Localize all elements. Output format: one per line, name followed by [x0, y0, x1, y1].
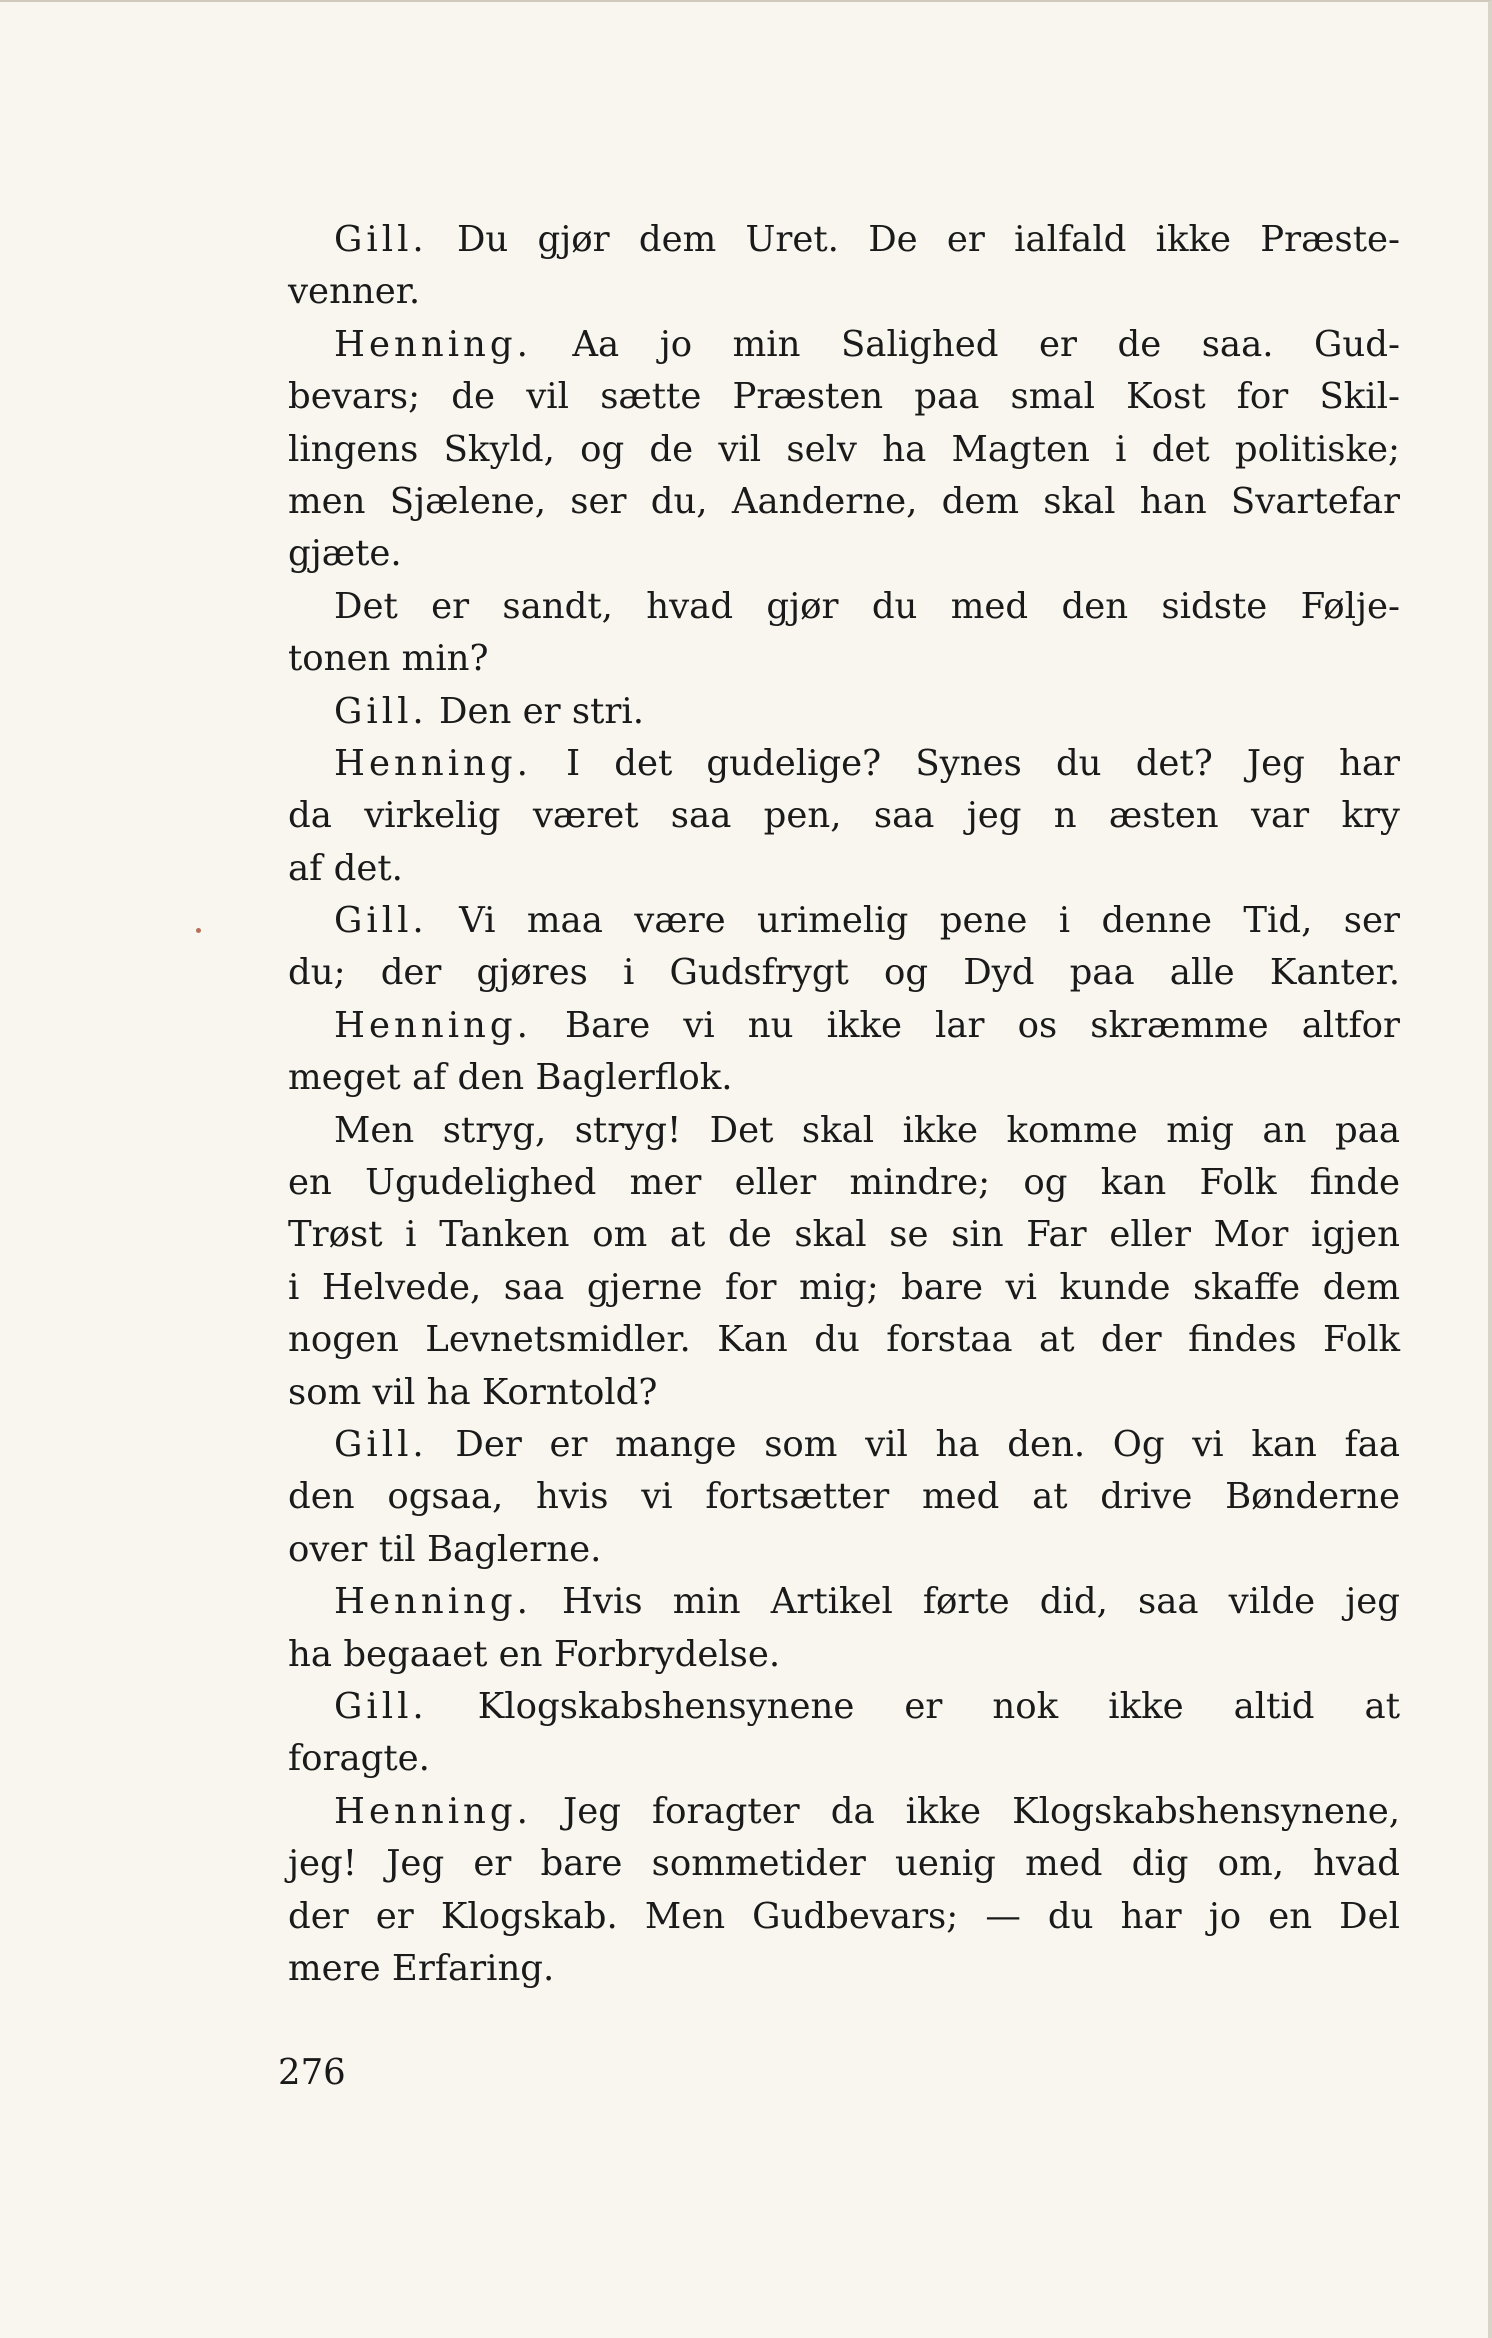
speaker-name: Gill. [334, 1423, 428, 1465]
line-text: der er Klogskab. Men Gudbevars; — du har jo en Del [288, 1895, 1400, 1937]
text-line [288, 214, 1400, 266]
text-line [288, 1838, 1400, 1890]
margin-mark [196, 928, 201, 933]
line-text: Den er stri. [427, 690, 644, 732]
text-line [288, 790, 1400, 842]
text-line [288, 424, 1400, 476]
line-text: jeg! Jeg er bare sommetider uenig med dig om, hvad [288, 1843, 1400, 1885]
text-line [288, 1157, 1400, 1209]
line-text: Jeg foragter da ikke Klogskabshensynene, [531, 1790, 1400, 1832]
line-text: i Helvede, saa gjerne for mig; bare vi kunde skaffe dem [288, 1266, 1400, 1308]
text-line [288, 1105, 1400, 1157]
line-text: Klogskabshensynene er nok ikke altid at [427, 1685, 1400, 1727]
line-text: Det er sandt, hvad gjør du med den sidste Følje- [334, 585, 1400, 627]
speaker-name: Gill. [334, 690, 428, 732]
line-text: men Sjælene, ser du, Aanderne, dem skal han Svartefar [288, 480, 1400, 522]
line-text: foragte. [288, 1738, 430, 1780]
text-line [288, 738, 1400, 790]
text-line [288, 1891, 1400, 1943]
line-text: gjæte. [288, 533, 402, 575]
line-text: en Ugudelighed mer eller mindre; og kan Folk finde [288, 1162, 1400, 1204]
text-line [288, 1943, 1400, 1995]
line-text: Hvis min Artikel førte did, saa vilde jeg [531, 1581, 1400, 1623]
line-text: den ogsaa, hvis vi fortsætter med at drive Bønderne [288, 1476, 1400, 1518]
line-text: du; der gjøres i Gudsfrygt og Dyd paa alle Kanter. [288, 952, 1400, 994]
line-text: Bare vi nu ikke lar os skræmme altfor [531, 1004, 1400, 1046]
speaker-name: Henning. [334, 1790, 532, 1832]
line-text: Trøst i Tanken om at de skal se sin Far eller Mor igjen [288, 1214, 1400, 1256]
page-text [288, 214, 1400, 1995]
line-text: Du gjør dem Uret. De er ialfald ikke Præste- [427, 219, 1400, 260]
text-line [288, 1367, 1400, 1419]
speaker-name: Gill. [334, 219, 428, 260]
line-text: nogen Levnetsmidler. Kan du forstaa at der findes Folk [288, 1319, 1400, 1361]
text-line [288, 1209, 1400, 1261]
text-line [288, 319, 1400, 371]
speaker-name: Gill. [334, 1685, 428, 1727]
text-line [288, 1419, 1400, 1471]
line-text: da virkelig været saa pen, saa jeg n æsten var kry [288, 795, 1400, 837]
text-line [288, 1052, 1400, 1104]
text-line [288, 1576, 1400, 1628]
line-text: venner. [288, 271, 421, 313]
speaker-name: Henning. [334, 1581, 532, 1623]
speaker-name: Gill. [334, 900, 428, 942]
line-text: Aa jo min Salighed er de saa. Gud- [531, 323, 1400, 365]
text-line [288, 1262, 1400, 1314]
line-text: Men stryg, stryg! Det skal ikke komme mig an paa [334, 1109, 1400, 1151]
speaker-name: Henning. [334, 742, 532, 784]
text-line [288, 1629, 1400, 1681]
line-text: tonen min? [288, 638, 489, 680]
text-line [288, 1733, 1400, 1785]
page-number: 276 [278, 2052, 346, 2093]
text-line [288, 1786, 1400, 1838]
line-text: bevars; de vil sætte Præsten paa smal Kost for Skil- [288, 376, 1400, 418]
text-line [288, 1471, 1400, 1523]
line-text: mere Erfaring. [288, 1947, 555, 1989]
text-line [288, 1000, 1400, 1052]
text-line [288, 1314, 1400, 1366]
text-line [288, 371, 1400, 423]
line-text: som vil ha Korntold? [288, 1371, 658, 1413]
text-line [288, 895, 1400, 947]
text-line [288, 633, 1400, 685]
line-text: lingens Skyld, og de vil selv ha Magten i det politiske; [288, 428, 1400, 470]
speaker-name: Henning. [334, 323, 532, 365]
line-text: Vi maa være urimelig pene i denne Tid, ser [427, 900, 1400, 942]
line-text: ha begaaet en Forbrydelse. [288, 1633, 781, 1675]
text-line [288, 581, 1400, 633]
line-text: I det gudelige? Synes du det? Jeg har [531, 742, 1400, 784]
line-text: Der er mange som vil ha den. Og vi kan faa [427, 1423, 1400, 1465]
text-line [288, 476, 1400, 528]
text-line [288, 266, 1400, 318]
text-line [288, 1681, 1400, 1733]
line-text: meget af den Baglerflok. [288, 1057, 733, 1099]
text-line [288, 686, 1400, 738]
line-text: over til Baglerne. [288, 1528, 602, 1570]
text-line [288, 843, 1400, 895]
text-line [288, 1524, 1400, 1576]
text-line [288, 528, 1400, 580]
line-text: af det. [288, 847, 403, 889]
text-line [288, 947, 1400, 999]
speaker-name: Henning. [334, 1004, 532, 1046]
